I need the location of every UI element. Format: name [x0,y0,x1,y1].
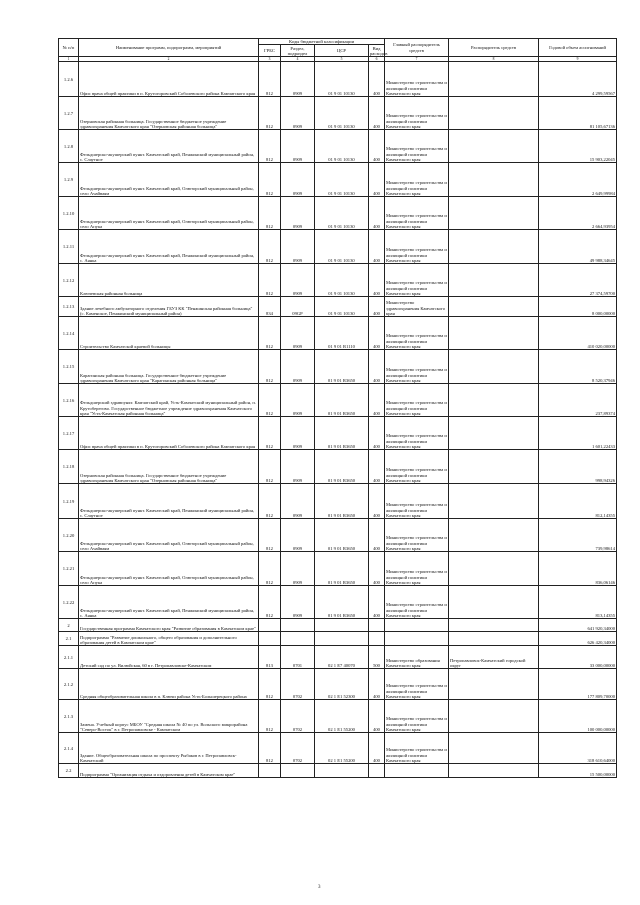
row-num: 1.2.6 [59,62,79,97]
row-section: 0909 [281,552,315,586]
row-name: Подпрограмма "Организация отдыха и оздоровления детей в Камчатском крае" [79,764,259,778]
table-row [59,646,617,669]
table-body [59,62,617,778]
row-vr: 400 [369,62,385,97]
row-manager: Министерство строительства и жилищной политики Камчатского края [385,97,449,130]
header-num: № п/п [59,39,79,57]
row-num: 2 [59,619,79,632]
row-total: 237,89374 [539,384,617,417]
table-row [59,484,617,519]
row-section: 0909 [281,384,315,417]
row-csr [315,632,369,646]
row-manager: Министерство строительства и жилищной политики Камчатского края [385,700,449,733]
row-grbs: 812 [259,700,281,733]
header-csr: ЦСР [315,45,369,57]
row-csr: 02 1 E1 55200 [315,733,369,764]
row-vr: 400 [369,384,385,417]
row-vr: 400 [369,417,385,450]
row-total: 812,14355 [539,484,617,519]
row-csr: 02 1 E7 40070 [315,646,369,669]
row-recipient [449,519,539,552]
row-section: 0702 [281,700,315,733]
row-recipient [449,350,539,384]
row-num: 1.2.13 [59,297,79,317]
row-total: 8 000,00000 [539,297,617,317]
row-grbs: 812 [259,586,281,619]
row-total: 15 903,22045 [539,130,617,163]
row-csr: 01 9 01 10130 [315,230,369,264]
row-name: Фельдшерско-акушерский пункт. Камчатский край, Пенжинский муниципальный район, с. Слаутное [79,484,259,519]
row-name: Фельдшерско-акушерский пункт. Камчатский край, Пенжинский муниципальный район, с. Аянка [79,586,259,619]
table-row [59,700,617,733]
row-section: 0909 [281,450,315,484]
table-row [59,97,617,130]
row-csr: 01 9 01 10130 [315,163,369,197]
row-csr: 01 9 01 10130 [315,97,369,130]
row-vr: 400 [369,350,385,384]
row-vr: 400 [369,130,385,163]
row-total: 626 420,34000 [539,632,617,646]
row-grbs: 812 [259,130,281,163]
row-total: 739,98614 [539,519,617,552]
table-row [59,350,617,384]
row-name: Средняя общеобразовательная школа в п. Ключи района Усть-Большерецкого района [79,669,259,700]
row-csr: 01 9 01 R3650 [315,350,369,384]
row-section: 0909 [281,197,315,230]
table-row [59,264,617,297]
row-csr: 01 9 01 10130 [315,130,369,163]
row-manager: Министерство строительства и жилищной политики Камчатского края [385,384,449,417]
row-total: 641 920,34000 [539,619,617,632]
row-vr [369,764,385,778]
row-grbs: 834 [259,297,281,317]
row-recipient [449,317,539,350]
row-name: Ключевская районная больница [79,264,259,297]
row-recipient [449,417,539,450]
row-total: 8 520,37946 [539,350,617,384]
row-manager [385,619,449,632]
table-row [59,62,617,97]
index-cell: 8 [449,57,539,62]
row-csr [315,764,369,778]
row-total: 27 374,59700 [539,264,617,297]
row-recipient [449,97,539,130]
table-row [59,552,617,586]
row-csr: 02 1 E1 55200 [315,700,369,733]
row-name: Замена. Учебный корпус МБОУ "Средняя школа № 40 по ул. Вольского микрорайона "Северо-Восток" в г. Петропавловске - Камчатском [79,700,259,733]
row-csr: 02 1 E1 52300 [315,669,369,700]
row-section: 0909 [281,62,315,97]
row-name: Фельдшерско-акушерский пункт. Камчатский край, Олюторский муниципальный район, село Ачайваям [79,163,259,197]
row-manager: Министерство строительства и жилищной политики Камчатского края [385,484,449,519]
index-cell: 1 [59,57,79,62]
index-cell: 6 [369,57,385,62]
row-csr: 01 9 01 R3650 [315,586,369,619]
row-csr: 01 9 01 R3650 [315,552,369,586]
row-section: 0909 [281,97,315,130]
row-manager: Министерство строительства и жилищной политики Камчатского края [385,130,449,163]
row-recipient [449,733,539,764]
table-row [59,733,617,764]
row-section: 0909 [281,586,315,619]
row-total: 1 601,22433 [539,417,617,450]
row-section: 0909 [281,317,315,350]
row-num: 1.2.18 [59,450,79,484]
row-total: 2 664,93954 [539,197,617,230]
row-vr: 400 [369,230,385,264]
row-section [281,764,315,778]
row-num: 1.2.9 [59,163,79,197]
row-vr [369,619,385,632]
row-name: Карагинская районная больница. Государственное бюджетное учреждение здравоохранения Камчатского края "Карагинская районная больница" [79,350,259,384]
row-recipient [449,384,539,417]
row-manager: Министерство строительства и жилищной политики Камчатского края [385,417,449,450]
row-section: 0702 [281,669,315,700]
row-total: 15 500,00000 [539,764,617,778]
row-recipient [449,484,539,519]
row-name: Фельдшерско-акушерский пункт. Камчатский край, Пенжинский муниципальный район, с. Слаутное [79,130,259,163]
table-row [59,764,617,778]
table-row [59,619,617,632]
row-csr: 01 9 01 R3650 [315,484,369,519]
row-grbs: 812 [259,62,281,97]
table-row [59,417,617,450]
row-grbs: 812 [259,669,281,700]
row-name: Строительство Камчатской краевой больницы [79,317,259,350]
row-grbs [259,619,281,632]
row-recipient [449,450,539,484]
row-total: 49 988,34645 [539,230,617,264]
header-manager: Главный распорядитель средств [385,39,449,57]
row-section: 0909 [281,264,315,297]
row-name: Подпрограмма "Развитие дошкольного, общего образования и дополнительного образования детей в Камчатском крае" [79,632,259,646]
row-name: Офис врача общей практики в п. Крутогоровский Соболевского района Камчатского края [79,417,259,450]
row-grbs [259,764,281,778]
budget-table [58,38,617,778]
table-row [59,130,617,163]
row-total: 81 105,67136 [539,97,617,130]
row-manager: Министерство строительства и жилищной политики Камчатского края [385,230,449,264]
index-cell: 2 [79,57,259,62]
row-vr: 400 [369,733,385,764]
page-number: 3 [318,885,321,890]
row-num: 1.2.17 [59,417,79,450]
row-num: 1.2.14 [59,317,79,350]
row-csr: 01 9 01 10130 [315,197,369,230]
row-recipient [449,552,539,586]
index-cell: 7 [385,57,449,62]
row-grbs: 812 [259,552,281,586]
header-recipient: Распорядитель средств [449,39,539,57]
row-grbs: 812 [259,350,281,384]
row-grbs: 812 [259,197,281,230]
row-name: Фельдшерско-акушерский пункт. Камчатский край, Олюторский муниципальный район, село Апука [79,552,259,586]
row-name: Детский сад по ул. Вилюйская, 60 в г. Петропавловске-Камчатском [79,646,259,669]
table-row [59,230,617,264]
row-vr: 400 [369,297,385,317]
row-recipient [449,297,539,317]
row-recipient [449,669,539,700]
row-section: 0909 [281,484,315,519]
row-recipient [449,130,539,163]
row-section [281,632,315,646]
table-row [59,197,617,230]
row-name: Здание лечебного амбулаторного отделения ГБУЗ КК "Пенжинская районная больница" (с. Каменское, Пенжинский муниципальный район) [79,297,259,317]
row-vr: 400 [369,264,385,297]
row-csr: 01 9 01 R3650 [315,384,369,417]
row-manager: Министерство строительства и жилищной политики Камчатского края [385,163,449,197]
row-name: Фельдшерско-акушерский пункт. Камчатский край, Пенжинский муниципальный район, с. Аянка [79,230,259,264]
row-manager [385,632,449,646]
table-row [59,317,617,350]
row-recipient: Петропавловск-Камчатский городской округ [449,646,539,669]
row-section [281,619,315,632]
row-num: 1.2.22 [59,586,79,619]
row-vr [369,632,385,646]
row-manager: Министерство строительства и жилищной политики Камчатского края [385,733,449,764]
row-manager: Министерство здравоохранения Камчатского края [385,297,449,317]
row-total: 100 000,00000 [539,700,617,733]
row-num: 1.2.20 [59,519,79,552]
row-vr: 400 [369,586,385,619]
row-manager: Министерство строительства и жилищной политики Камчатского края [385,519,449,552]
row-num: 1.2.15 [59,350,79,384]
row-vr: 400 [369,97,385,130]
row-csr: 01 9 01 R3650 [315,417,369,450]
row-manager: Министерство строительства и жилищной политики Камчатского края [385,450,449,484]
row-vr: 400 [369,450,385,484]
row-recipient [449,230,539,264]
row-csr: 01 9 01 R1110 [315,317,369,350]
row-name: Фельдшерско-акушерский пункт. Камчатский край, Олюторский муниципальный район, село Ачайваям [79,519,259,552]
row-recipient [449,632,539,646]
header-name: Наименование программ, подпрограмм, мероприятий [79,39,259,57]
row-csr: 01 9 01 10130 [315,62,369,97]
table-row [59,384,617,417]
row-num: 1.2.7 [59,97,79,130]
row-manager: Министерство строительства и жилищной политики Камчатского края [385,62,449,97]
table-row [59,632,617,646]
header-total: Годовой объем ассигнований [539,39,617,57]
row-num: 1.2.16 [59,384,79,417]
row-csr: 01 9 01 10130 [315,297,369,317]
header-section: Раздел, подраздел [281,45,315,57]
row-num: 2.1.2 [59,669,79,700]
row-vr: 400 [369,669,385,700]
row-grbs: 812 [259,450,281,484]
row-recipient [449,764,539,778]
row-manager: Министерство строительства и жилищной политики Камчатского края [385,317,449,350]
row-num: 1.2.21 [59,552,79,586]
row-section: 0909 [281,230,315,264]
row-grbs: 812 [259,384,281,417]
row-total: 33 000,00000 [539,646,617,669]
row-grbs: 812 [259,317,281,350]
row-total: 2 649,99984 [539,163,617,197]
row-name: Озерновская районная больница. Государственное бюджетное учреждение здравоохранения Камчатского края "Озерновская районная больница" [79,450,259,484]
row-manager: Министерство строительства и жилищной политики Камчатского края [385,669,449,700]
row-grbs: 812 [259,733,281,764]
row-name: Озерновская районная больница. Государственное бюджетное учреждение здравоохранения Камчатского края "Озерновская районная больница" [79,97,259,130]
row-vr: 400 [369,700,385,733]
table-row [59,669,617,700]
row-recipient [449,586,539,619]
index-cell: 4 [281,57,315,62]
row-total: 318 610,64000 [539,733,617,764]
header-codes-group: Коды бюджетной классификации [259,39,385,45]
row-recipient [449,700,539,733]
row-grbs [259,632,281,646]
table-row [59,297,617,317]
index-cell: 9 [539,57,617,62]
table-row [59,450,617,484]
row-num: 1.2.11 [59,230,79,264]
row-manager: Министерство строительства и жилищной политики Камчатского края [385,552,449,586]
table-header [59,39,617,62]
row-recipient [449,264,539,297]
row-grbs: 812 [259,163,281,197]
row-num: 2.1.3 [59,700,79,733]
row-grbs: 812 [259,97,281,130]
row-csr: 01 9 01 R3650 [315,519,369,552]
row-num: 2.1.1 [59,646,79,669]
row-total: 177 809,70000 [539,669,617,700]
row-csr: 01 9 01 10130 [315,264,369,297]
row-vr: 400 [369,197,385,230]
row-manager: Министерство строительства и жилищной политики Камчатского края [385,350,449,384]
row-section: 0701 [281,646,315,669]
row-section: 0909 [281,519,315,552]
table-row [59,163,617,197]
table-row [59,586,617,619]
row-manager [385,764,449,778]
row-num: 1.2.12 [59,264,79,297]
row-csr [315,619,369,632]
row-num: 2.1.4 [59,733,79,764]
row-vr: 400 [369,163,385,197]
row-section: 0909 [281,163,315,197]
row-total: 998,94326 [539,450,617,484]
row-vr: 400 [369,519,385,552]
index-cell: 3 [259,57,281,62]
row-name: Фельдшерский здравпункт. Камчатский край, Усть-Камчатский муниципальный район, п. Крутоберегово. Государственное бюджетное учреждение здравоохранения Камчатского края "Усть-Камчатская районная больница" [79,384,259,417]
row-total: 813,14355 [539,586,617,619]
row-section: 0702 [281,733,315,764]
row-grbs: 812 [259,519,281,552]
row-grbs: 813 [259,646,281,669]
row-manager: Министерство строительства и жилищной политики Камчатского края [385,197,449,230]
row-num: 1.2.8 [59,130,79,163]
row-section: 0909 [281,417,315,450]
row-grbs: 812 [259,230,281,264]
table-row [59,519,617,552]
row-recipient [449,619,539,632]
budget-table-sheet [58,38,616,778]
row-recipient [449,62,539,97]
row-num: 1.2.10 [59,197,79,230]
row-manager: Министерство строительства и жилищной политики Камчатского края [385,264,449,297]
row-recipient [449,197,539,230]
row-name: Здание. Общеобразовательная школа по проспекту Рыбаков в г. Петропавловск-Камчатский [79,733,259,764]
row-vr: 400 [369,317,385,350]
header-vr: Вид расходов [370,45,388,56]
row-num: 1.2.19 [59,484,79,519]
header-grbs: ГРБС [259,45,281,57]
row-total: 410 020,00000 [539,317,617,350]
row-recipient [449,163,539,197]
row-csr: 01 9 01 R3650 [315,450,369,484]
row-vr: 400 [369,484,385,519]
row-section: 0909 [281,350,315,384]
row-num: 2.2 [59,764,79,778]
row-num: 2.1 [59,632,79,646]
row-vr: 400 [369,552,385,586]
row-name: Государственная программа Камчатского края "Развитие образования в Камчатском крае" [79,619,259,632]
row-name: Офис врача общей практики в п. Крутогоровский Соболевского района Камчатского края [79,62,259,97]
row-total: 836,06146 [539,552,617,586]
row-section: 09GP [281,297,315,317]
row-name: Фельдшерско-акушерский пункт. Камчатский край, Олюторский муниципальный район, село Апука [79,197,259,230]
row-manager: Министерство строительства и жилищной политики Камчатского края [385,586,449,619]
index-cell: 5 [315,57,369,62]
row-manager: Министерство образования Камчатского края [385,646,449,669]
row-grbs: 812 [259,417,281,450]
row-vr: 500 [369,646,385,669]
row-grbs: 812 [259,484,281,519]
row-grbs: 812 [259,264,281,297]
row-section: 0909 [281,130,315,163]
row-total: 4 299,59567 [539,62,617,97]
